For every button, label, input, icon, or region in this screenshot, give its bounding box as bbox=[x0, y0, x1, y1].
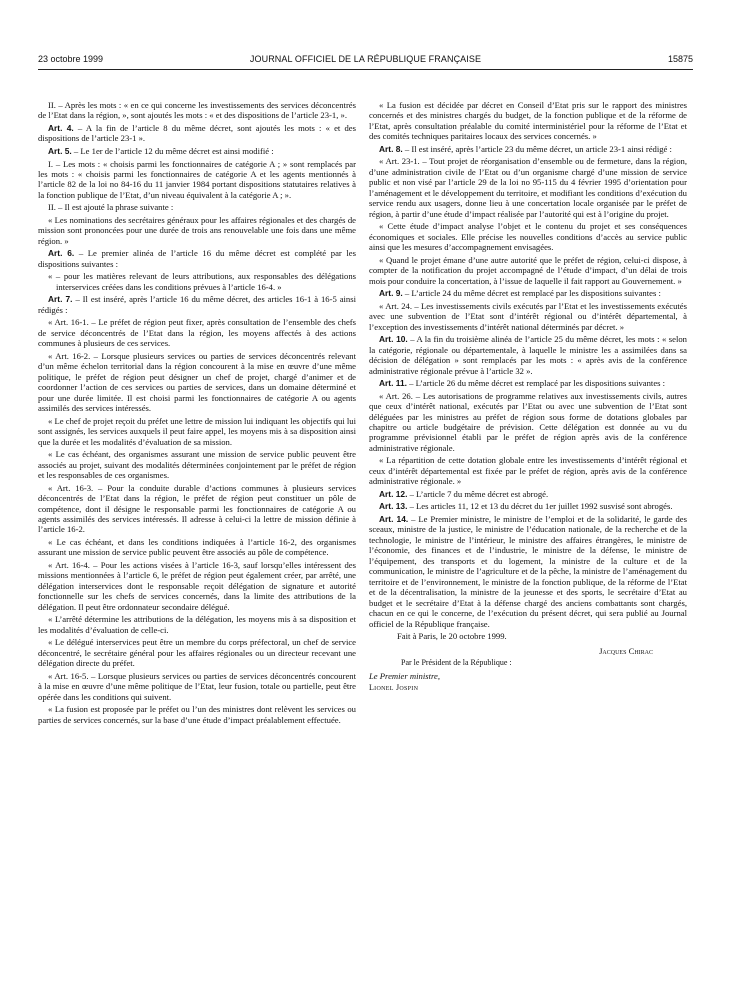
body-paragraph: « Le cas échéant, des organismes assurant une mission de service public peuvent être associés au projet, suivant des modalités déterminées conjointement par le préfet de région et les responsables de ces organismes. bbox=[38, 449, 356, 481]
body-paragraph: II. – Après les mots : « en ce qui concerne les investissements des services déconcentrés de l’Etat dans la région, », sont ajoutés les mots : « et des dispositions de l’article 23-1, ». bbox=[38, 100, 356, 121]
article-label: Art. 13. bbox=[379, 501, 408, 512]
article-text: – Les articles 11, 12 et 13 du décret du 1er juillet 1992 susvisé sont abrogés. bbox=[407, 501, 673, 512]
article-paragraph bbox=[369, 288, 687, 298]
signature-president: Jacques Chirac bbox=[599, 645, 653, 656]
page-number: 15875 bbox=[667, 54, 693, 64]
body-paragraph: « Art. 16-5. – Lorsque plusieurs services ou parties de services déconcentrés concourent à la mise en œuvre d’une même politique de l’Etat, leur fusion, totale ou partielle, peut être opérée dans les conditions qui suivent. bbox=[38, 670, 356, 702]
article-label: Art. 6. bbox=[48, 248, 75, 259]
article-label: Art. 8. bbox=[379, 143, 403, 154]
body-paragraph: « Art. 24. – Les investissements civils exécutés par l’Etat et les investissements exécutés avec une subvention de l’Etat sont d’intérêt régional ou d’intérêt départemental, à l’exception des investissements d’intérêt national déterminés par décret. » bbox=[369, 300, 687, 332]
signature-by-line: Par le Président de la République : bbox=[401, 658, 512, 668]
article-text: – L’article 7 du même décret est abrogé. bbox=[407, 488, 549, 499]
article-paragraph bbox=[38, 123, 356, 144]
article-paragraph bbox=[38, 248, 356, 269]
article-paragraph bbox=[369, 514, 687, 629]
body-paragraph: « Art. 16-3. – Pour la conduite durable d’actions communes à plusieurs services déconcentrés de l’Etat dans la région, le préfet de région peut constituer un pôle de compétence, dont il désigne le responsable parmi les fonctionnaires de catégorie A ou agents assimilés des services intéressés. Il adresse à celui-ci la lettre de mission définie à l’article 16-2. bbox=[38, 482, 356, 535]
article-text: – A la fin de l’article 8 du même décret, sont ajoutés les mots : « et des dispositions de l’article 23-1 ». bbox=[38, 123, 356, 144]
body-paragraph: « Le délégué interservices peut être un membre du corps préfectoral, un chef de service déconcentré, le secrétaire général pour les affaires régionales ou un directeur recevant une délégation directe du préfet. bbox=[38, 637, 356, 669]
article-label: Art. 4. bbox=[48, 123, 74, 133]
body-paragraph: « Art. 23-1. – Tout projet de réorganisation d’ensemble ou de fermeture, dans la région, d’une administration civile de l’Etat ou d’un organisme chargé d’une mission de service public et non visé par l’article 29 de la loi no 95-115 du 4 février 1995 d’orientation pour l’aménagement et le développement du territoire, et modifiant les conditions d’exécution du service rendu aux usagers, donne lieu à une concertation locale organisée par le préfet de région, à partir d’une étude d’impact réalisée par l’autorité qui est à l’origine du projet. bbox=[369, 156, 687, 219]
article-label: Art. 9. bbox=[379, 288, 403, 299]
article-label: Art. 10. bbox=[379, 334, 408, 345]
article-label: Art. 12. bbox=[379, 488, 408, 499]
article-text: – Le premier alinéa de l’article 16 du même décret est complété par les dispositions suivantes : bbox=[38, 248, 356, 269]
body-paragraph: « Quand le projet émane d’une autre autorité que le préfet de région, celui-ci dispose, à compter de la notification du projet accompagné de l’étude d’impact, d’un délai de trois mois pour conduire la concertation, à l’issue de laquelle il fait rapport au Gouvernement. » bbox=[369, 254, 687, 286]
article-label: Art. 7. bbox=[48, 294, 73, 305]
body-paragraph: « Le cas échéant, et dans les conditions indiquées à l’article 16-2, des organismes assurant une mission de service public peuvent être associés au pôle de compétence. bbox=[38, 536, 356, 558]
article-paragraph bbox=[38, 294, 356, 315]
body-paragraph: « Art. 16-2. – Lorsque plusieurs services ou parties de services déconcentrés relevant d’un même échelon territorial dans la région concourent à la mise en œuvre d’une même politique, le préfet de région peut désigner un chef de projet, chargé d’animer et de coordonner l’action de ces services ou parties de services, dans un domaine déterminé et pour une durée limitée. Il est choisi parmi les fonctionnaires de catégorie A ou agents assimilés des services intéressés. bbox=[38, 350, 356, 414]
journal-title: JOURNAL OFFICIEL DE LA RÉPUBLIQUE FRANÇAISE bbox=[249, 54, 482, 64]
body-paragraph: « Art. 26. – Les autorisations de programme relatives aux investissements civils, autres que ceux d’intérêt national, exécutés par l’Etat ou avec une subvention de l’Etat sont déléguées par les ministres au préfet de région sous forme de dotations globales par chapitre ou article budgétaire de prévision. Cette délégation est donnée au vu du programme prévisionnel établi par le préfet de région après avis de la conférence administrative régionale. bbox=[369, 390, 687, 453]
signature-role: Le Premier ministre, bbox=[369, 670, 440, 681]
article-text: – Le 1er de l’article 12 du même décret est ainsi modifié : bbox=[71, 146, 274, 156]
article-text: – L’article 24 du même décret est remplacé par les dispositions suivantes : bbox=[402, 288, 661, 299]
article-label: Art. 14. bbox=[379, 513, 409, 524]
article-label: Art. 5. bbox=[48, 146, 72, 156]
body-paragraph: I. – Les mots : « choisis parmi les fonctionnaires de catégorie A ; » sont remplacés par les mots : « choisis parmi les fonctionnaires de catégorie A et les agents mentionnés à l’article 82 de la loi no 84-16 du 11 janvier 1984 portant dispositions statutaires relatives à la fonction publique de l’Etat, d’un niveau équivalent à la catégorie A ; ». bbox=[38, 158, 356, 200]
body-paragraph: « Cette étude d’impact analyse l’objet et le contenu du projet et ses conséquences économiques et sociales. Elle précise les nouvelles conditions d’accès au service public ainsi que les mesures d’accompagnement envisagées. bbox=[369, 221, 687, 253]
signature-prime-minister: Lionel Jospin bbox=[369, 683, 419, 693]
article-paragraph bbox=[369, 489, 687, 499]
list-item: « – pour les matières relevant de leurs attributions, aux responsables des délégations interservices créées dans les conditions prévues à l’article 16-4. » bbox=[48, 271, 356, 292]
body-paragraph: « Art. 16-4. – Pour les actions visées à l’article 16-3, sauf lorsqu’elles intéressent des missions mentionnées à l’article 6, le préfet de région peut également créer, par arrêté, une délégation interservices dont le responsable reçoit délégation de signature et autorité fonctionnelle sur les chefs de services concernés, dans la limite des attributions de la délégation. Il peut être ordonnateur secondaire délégué. bbox=[38, 559, 356, 612]
signature-date: Fait à Paris, le 20 octobre 1999. bbox=[397, 631, 507, 642]
body-paragraph: « La fusion est proposée par le préfet ou l’un des ministres dont relèvent les services ou parties de services concernés, sur la base d’une étude d’impact préalablement effectuée. bbox=[38, 704, 356, 725]
article-text: – Il est inséré, après l’article 23 du même décret, un article 23-1 ainsi rédigé : bbox=[402, 143, 672, 154]
article-paragraph bbox=[38, 146, 356, 156]
body-paragraph: « Le chef de projet reçoit du préfet une lettre de mission lui indiquant les objectifs qui lui sont assignés, les services auxquels il peut faire appel, les moyens mis à sa disposition ainsi que la durée et les modalités d’évaluation de sa mission. bbox=[38, 415, 356, 447]
article-paragraph bbox=[369, 378, 687, 388]
article-paragraph bbox=[369, 334, 687, 376]
body-paragraph: « La fusion est décidée par décret en Conseil d’Etat pris sur le rapport des ministres concernés et des ministres chargés du budget, de la fonction publique et de la réforme de l’Etat, après consultation préalable du comité interministériel pour la réforme de l’Etat et des comités techniques paritaires locaux des services concernés. » bbox=[369, 100, 687, 142]
article-paragraph bbox=[369, 501, 687, 511]
article-text: – L’article 26 du même décret est remplacé par les dispositions suivantes : bbox=[406, 378, 666, 389]
body-paragraph: « Les nominations des secrétaires généraux pour les affaires régionales et des chargés de mission sont prononcées pour une durée de trois ans renouvelable une fois dans une même région. » bbox=[38, 215, 356, 246]
right-column bbox=[369, 100, 687, 696]
body-paragraph: II. – Il est ajouté la phrase suivante : bbox=[48, 202, 174, 213]
body-paragraph: « Art. 16-1. – Le préfet de région peut fixer, après consultation de l’ensemble des chefs de service déconcentrés de l’Etat dans la région, les moyens affectés à des actions communes à plusieurs de ces services. bbox=[38, 317, 356, 349]
issue-date: 23 octobre 1999 bbox=[38, 54, 104, 64]
article-text: – Le Premier ministre, le ministre de l’emploi et de la solidarité, le garde des sceaux, ministre de la justice, le ministre de l’éducation nationale, de la recherche et de la technologie, le ministre de l’intérieur, le ministre des affaires étrangères, le ministre de l’économie, des finances et de l’industrie, le ministre de la défense, le ministre de l’équipement, des transports et du logement, la ministre de la culture et de la communication, le ministre de l’agriculture et de la pêche, la ministre de l’aménagement du territoire et de l’environnement, le ministre de la fonction publique, de la réforme de l’Etat et de la décentralisation, la ministre de la jeunesse et des sports, le secrétaire d’Etat au budget et le secrétaire d’Etat à la défense chargé des anciens combattants sont chargés, chacun en ce qui le concerne, de l’exécution du présent décret, qui sera publié au Journal officiel de la République française. bbox=[369, 513, 687, 629]
article-text: – A la fin du troisième alinéa de l’article 25 du même décret, les mots : « selon la catégorie, régionale ou départementale, à laquelle le ministre les a assimilées dans sa décision de délégation » sont remplacés par les mots : « après avis de la conférence administrative régionale prévue à l’article 32 ». bbox=[369, 334, 687, 376]
article-text: – Il est inséré, après l’article 16 du même décret, des articles 16-1 à 16-5 ainsi rédigés : bbox=[38, 294, 356, 315]
body-paragraph: « L’arrêté détermine les attributions de la délégation, les moyens mis à sa disposition et les modalités d’évaluation de celle-ci. bbox=[38, 614, 356, 635]
page-header bbox=[38, 54, 693, 68]
article-label: Art. 11. bbox=[379, 378, 407, 389]
body-paragraph: « La répartition de cette dotation globale entre les investissements d’intérêt régional et ceux d’intérêt départemental est fixée par le préfet de région, après avis de la conférence administrative régionale. » bbox=[369, 455, 687, 487]
header-rule bbox=[38, 69, 693, 70]
article-paragraph bbox=[369, 144, 687, 154]
left-column bbox=[38, 100, 356, 727]
